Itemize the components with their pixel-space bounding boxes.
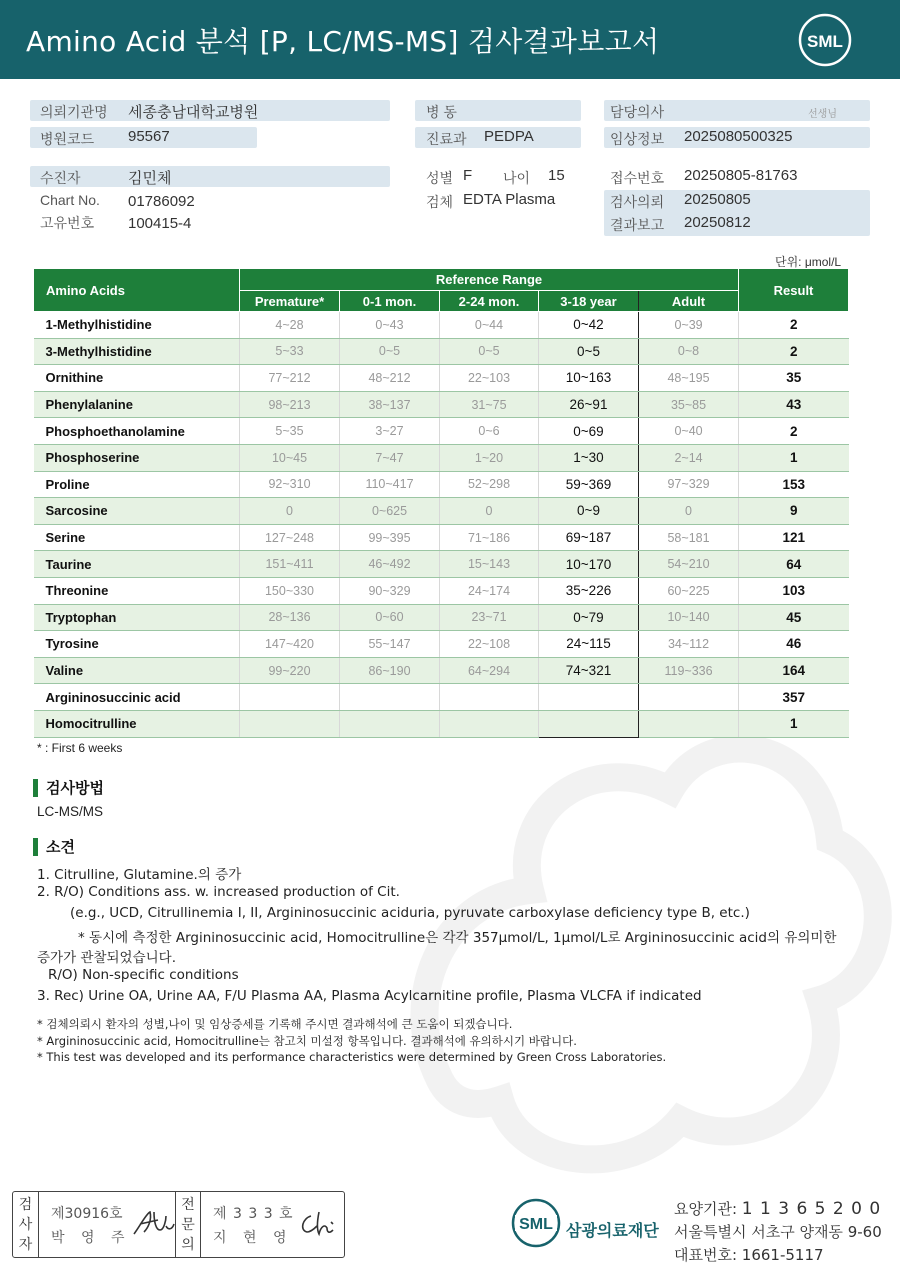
sml-footer-logo-icon bbox=[511, 1198, 561, 1248]
reference-range-cell: 92~310 bbox=[240, 471, 340, 498]
table-row bbox=[34, 657, 849, 684]
chart-value: 01786092 bbox=[128, 193, 195, 210]
examiner-signature-icon bbox=[130, 1206, 176, 1240]
reference-range-cell: 46~492 bbox=[340, 551, 440, 578]
findings-heading: 소견 bbox=[33, 838, 75, 856]
reference-range-cell: 0~8 bbox=[639, 338, 739, 365]
dept-label: 진료과 bbox=[426, 131, 467, 147]
info-bar bbox=[30, 166, 390, 187]
patient-label: 수진자 bbox=[40, 170, 81, 186]
care-code-value: 1 1 3 6 5 2 0 0 bbox=[741, 1199, 882, 1219]
amino-acid-name: Serine bbox=[34, 524, 240, 551]
doctor-suffix: 선생님 bbox=[808, 109, 837, 120]
result-cell: 121 bbox=[739, 524, 849, 551]
amino-acid-name: Phosphoethanolamine bbox=[34, 418, 240, 445]
table-row bbox=[34, 684, 849, 711]
age-label: 나이 bbox=[503, 170, 531, 186]
col-header-adult: Adult bbox=[639, 291, 739, 312]
finding-line: 3. Rec) Urine OA, Urine AA, F/U Plasma AA, Plasma Acylcarnitine profile, Plasma VLCFA if indicated bbox=[37, 988, 702, 1004]
reference-range-cell: 99~395 bbox=[340, 524, 440, 551]
table-row bbox=[34, 365, 849, 392]
amino-acid-name: Phenylalanine bbox=[34, 391, 240, 418]
amino-acid-name: Argininosuccinic acid bbox=[34, 684, 240, 711]
col-header-reference-range: Reference Range bbox=[240, 269, 739, 291]
result-cell: 45 bbox=[739, 604, 849, 631]
footer-care-code bbox=[674, 1198, 881, 1219]
reference-range-cell bbox=[539, 684, 639, 711]
vertical-label-text: 전 문 의 bbox=[181, 1197, 195, 1253]
reference-range-cell: 77~212 bbox=[240, 365, 340, 392]
reference-range-cell: 26~91 bbox=[539, 391, 639, 418]
amino-acid-name: Taurine bbox=[34, 551, 240, 578]
method-text: LC-MS/MS bbox=[37, 804, 104, 819]
result-cell: 153 bbox=[739, 471, 849, 498]
patient-value: 김민체 bbox=[128, 170, 172, 187]
result-cell: 164 bbox=[739, 657, 849, 684]
reference-range-cell: 0~60 bbox=[340, 604, 440, 631]
reference-range-cell: 7~47 bbox=[340, 444, 440, 471]
reference-range-cell: 0 bbox=[440, 498, 539, 525]
svg-text:SML: SML bbox=[519, 1216, 553, 1233]
reference-range-cell bbox=[240, 710, 340, 737]
reference-range-cell: 60~225 bbox=[639, 577, 739, 604]
reference-range-cell: 38~137 bbox=[340, 391, 440, 418]
reference-range-cell: 0~40 bbox=[639, 418, 739, 445]
reference-range-cell: 74~321 bbox=[539, 657, 639, 684]
reference-range-cell: 0~5 bbox=[440, 338, 539, 365]
reference-range-cell: 4~28 bbox=[240, 312, 340, 339]
reference-range-cell: 1~20 bbox=[440, 444, 539, 471]
clinical-label: 임상정보 bbox=[610, 131, 665, 147]
examiner-label bbox=[13, 1192, 39, 1257]
result-cell: 2 bbox=[739, 312, 849, 339]
table-row bbox=[34, 444, 849, 471]
reference-range-cell: 35~85 bbox=[639, 391, 739, 418]
hospital-code-value: 95567 bbox=[128, 128, 170, 145]
table-row bbox=[34, 631, 849, 658]
reference-range-cell: 151~411 bbox=[240, 551, 340, 578]
report-label: 결과보고 bbox=[610, 217, 665, 233]
receipt-value: 20250805-81763 bbox=[684, 167, 798, 184]
specialist-label bbox=[175, 1192, 201, 1257]
reference-range-cell: 15~143 bbox=[440, 551, 539, 578]
unique-value: 100415-4 bbox=[128, 215, 192, 232]
result-cell: 1 bbox=[739, 444, 849, 471]
reference-range-cell: 3~27 bbox=[340, 418, 440, 445]
result-cell: 9 bbox=[739, 498, 849, 525]
reference-range-cell: 10~163 bbox=[539, 365, 639, 392]
reference-range-cell: 0~79 bbox=[539, 604, 639, 631]
reference-range-cell: 0~6 bbox=[440, 418, 539, 445]
age-value: 15 bbox=[548, 167, 565, 184]
request-value: 20250805 bbox=[684, 191, 751, 208]
clinical-value: 2025080500325 bbox=[684, 128, 793, 145]
care-code-label: 요양기관: bbox=[674, 1200, 738, 1218]
reference-range-cell: 0 bbox=[639, 498, 739, 525]
dept-value: PEDPA bbox=[484, 128, 534, 145]
table-footnote: * : First 6 weeks bbox=[37, 741, 123, 755]
specialist-name: 지 현 영 bbox=[213, 1230, 293, 1246]
note-line: * Argininosuccinic acid, Homocitrulline는 참고치 미설정 항목입니다. 결과해석에 유의하시기 바랍니다. bbox=[37, 1034, 577, 1048]
reference-range-cell: 24~115 bbox=[539, 631, 639, 658]
amino-acid-name: Tryptophan bbox=[34, 604, 240, 631]
reference-range-cell: 97~329 bbox=[639, 471, 739, 498]
note-line: * This test was developed and its performance characteristics were determined by Green Cross Laboratories. bbox=[37, 1050, 667, 1064]
result-cell: 2 bbox=[739, 338, 849, 365]
col-header-amino-acids: Amino Acids bbox=[34, 269, 240, 312]
reference-range-cell bbox=[340, 710, 440, 737]
reference-range-cell: 48~195 bbox=[639, 365, 739, 392]
vertical-label-text: 검 사 자 bbox=[18, 1197, 33, 1253]
result-cell: 64 bbox=[739, 551, 849, 578]
reference-range-cell: 71~186 bbox=[440, 524, 539, 551]
reference-range-cell: 0~625 bbox=[340, 498, 440, 525]
phone-label: 대표번호: bbox=[674, 1246, 738, 1264]
chart-label: Chart No. bbox=[40, 192, 100, 208]
method-heading: 검사방법 bbox=[33, 779, 104, 797]
reference-range-cell: 10~170 bbox=[539, 551, 639, 578]
col-header-3-18-year: 3-18 year bbox=[539, 291, 639, 312]
reference-range-cell bbox=[340, 684, 440, 711]
signature-box bbox=[12, 1191, 345, 1258]
reference-range-cell: 69~187 bbox=[539, 524, 639, 551]
reference-range-cell: 119~336 bbox=[639, 657, 739, 684]
reference-range-cell bbox=[639, 684, 739, 711]
reference-range-cell: 10~140 bbox=[639, 604, 739, 631]
table-row bbox=[34, 710, 849, 737]
reference-range-cell: 0~43 bbox=[340, 312, 440, 339]
reference-range-cell: 0~5 bbox=[539, 338, 639, 365]
reference-range-cell bbox=[240, 684, 340, 711]
sml-logo-icon bbox=[798, 13, 852, 67]
col-header-result: Result bbox=[739, 269, 849, 312]
institution-value: 세종충남대학교병원 bbox=[128, 104, 259, 121]
reference-range-cell: 48~212 bbox=[340, 365, 440, 392]
reference-range-cell: 5~33 bbox=[240, 338, 340, 365]
reference-range-cell: 54~210 bbox=[639, 551, 739, 578]
reference-range-cell: 22~108 bbox=[440, 631, 539, 658]
reference-range-cell: 55~147 bbox=[340, 631, 440, 658]
reference-range-cell: 22~103 bbox=[440, 365, 539, 392]
reference-range-cell: 0~44 bbox=[440, 312, 539, 339]
table-row bbox=[34, 391, 849, 418]
amino-acid-name: Threonine bbox=[34, 577, 240, 604]
reference-range-cell: 5~35 bbox=[240, 418, 340, 445]
footer-org-name: 삼광의료재단 bbox=[566, 1221, 659, 1240]
finding-line: 증가가 관찰되었습니다. bbox=[37, 950, 176, 966]
reference-range-cell bbox=[440, 710, 539, 737]
reference-range-cell: 31~75 bbox=[440, 391, 539, 418]
reference-range-cell: 34~112 bbox=[639, 631, 739, 658]
reference-range-cell: 98~213 bbox=[240, 391, 340, 418]
table-row bbox=[34, 577, 849, 604]
sex-value: F bbox=[463, 167, 473, 184]
doctor-label: 담당의사 bbox=[610, 104, 665, 120]
examiner-name: 박 영 주 bbox=[51, 1230, 131, 1246]
footer-address: 서울특별시 서초구 양재동 9-60 bbox=[674, 1223, 882, 1241]
reference-range-cell: 99~220 bbox=[240, 657, 340, 684]
table-row bbox=[34, 471, 849, 498]
reference-range-cell: 0~39 bbox=[639, 312, 739, 339]
amino-acid-name: Ornithine bbox=[34, 365, 240, 392]
amino-acid-name: Proline bbox=[34, 471, 240, 498]
finding-line: 1. Citrulline, Glutamine.의 증가 bbox=[37, 867, 242, 883]
amino-acid-name: Tyrosine bbox=[34, 631, 240, 658]
table-row bbox=[34, 312, 849, 339]
report-value: 20250812 bbox=[684, 214, 751, 231]
finding-line: (e.g., UCD, Citrullinemia I, II, Argininosuccinic aciduria, pyruvate carboxylase deficiency type B, etc.) bbox=[70, 905, 750, 921]
unique-label: 고유번호 bbox=[40, 215, 95, 231]
specialist-license: 제 3 3 3 호 bbox=[213, 1206, 294, 1222]
footer-phone bbox=[674, 1244, 824, 1265]
institution-label: 의뢰기관명 bbox=[40, 104, 108, 120]
table-row bbox=[34, 524, 849, 551]
col-header-0-1-mon: 0-1 mon. bbox=[340, 291, 440, 312]
reference-range-cell: 127~248 bbox=[240, 524, 340, 551]
reference-range-cell: 10~45 bbox=[240, 444, 340, 471]
reference-range-cell: 110~417 bbox=[340, 471, 440, 498]
reference-range-cell: 52~298 bbox=[440, 471, 539, 498]
reference-range-cell: 59~369 bbox=[539, 471, 639, 498]
specimen-value: EDTA Plasma bbox=[463, 191, 556, 208]
hospital-code-label: 병원코드 bbox=[40, 131, 95, 147]
amino-acid-table bbox=[33, 268, 849, 738]
watermark-logo-icon bbox=[380, 700, 900, 1200]
reference-range-cell: 35~226 bbox=[539, 577, 639, 604]
finding-line: 2. R/O) Conditions ass. w. increased production of Cit. bbox=[37, 884, 400, 900]
col-header-2-24-mon: 2-24 mon. bbox=[440, 291, 539, 312]
examiner-license: 제30916호 bbox=[51, 1206, 123, 1222]
amino-acid-name: Valine bbox=[34, 657, 240, 684]
result-cell: 357 bbox=[739, 684, 849, 711]
report-title: Amino Acid 분석 [P, LC/MS-MS] 검사결과보고서 bbox=[26, 25, 660, 58]
reference-range-cell: 0~42 bbox=[539, 312, 639, 339]
reference-range-cell: 1~30 bbox=[539, 444, 639, 471]
phone-value: 1661-5117 bbox=[741, 1246, 824, 1264]
result-cell: 2 bbox=[739, 418, 849, 445]
result-cell: 46 bbox=[739, 631, 849, 658]
reference-range-cell: 0 bbox=[240, 498, 340, 525]
reference-range-cell bbox=[639, 710, 739, 737]
specimen-label: 검체 bbox=[426, 194, 454, 210]
note-line: * 검체의뢰시 환자의 성별,나이 및 임상증세를 기록해 주시면 결과해석에 큰 도움이 되겠습니다. bbox=[37, 1017, 513, 1031]
amino-acid-name: Homocitrulline bbox=[34, 710, 240, 737]
svg-text:SML: SML bbox=[807, 32, 843, 51]
result-cell: 43 bbox=[739, 391, 849, 418]
reference-range-cell: 23~71 bbox=[440, 604, 539, 631]
specialist-signature-icon bbox=[295, 1208, 341, 1240]
receipt-label: 접수번호 bbox=[610, 170, 665, 186]
table-row bbox=[34, 498, 849, 525]
amino-acid-name: Sarcosine bbox=[34, 498, 240, 525]
table-row bbox=[34, 551, 849, 578]
result-cell: 103 bbox=[739, 577, 849, 604]
ward-label: 병 동 bbox=[426, 104, 457, 120]
table-row bbox=[34, 604, 849, 631]
reference-range-cell: 86~190 bbox=[340, 657, 440, 684]
reference-range-cell: 150~330 bbox=[240, 577, 340, 604]
reference-range-cell: 0~9 bbox=[539, 498, 639, 525]
reference-range-cell: 58~181 bbox=[639, 524, 739, 551]
reference-range-cell: 147~420 bbox=[240, 631, 340, 658]
reference-range-cell bbox=[539, 710, 639, 737]
amino-acid-name: 3-Methylhistidine bbox=[34, 338, 240, 365]
reference-range-cell: 28~136 bbox=[240, 604, 340, 631]
result-cell: 35 bbox=[739, 365, 849, 392]
table-row bbox=[34, 418, 849, 445]
col-header-premature: Premature* bbox=[240, 291, 340, 312]
report-header bbox=[0, 0, 900, 79]
finding-line: R/O) Non-specific conditions bbox=[48, 967, 239, 983]
result-cell: 1 bbox=[739, 710, 849, 737]
table-row bbox=[34, 338, 849, 365]
amino-acid-name: Phosphoserine bbox=[34, 444, 240, 471]
reference-range-cell: 64~294 bbox=[440, 657, 539, 684]
amino-acid-name: 1-Methylhistidine bbox=[34, 312, 240, 339]
reference-range-cell: 0~69 bbox=[539, 418, 639, 445]
sex-label: 성별 bbox=[426, 170, 454, 186]
reference-range-cell: 90~329 bbox=[340, 577, 440, 604]
reference-range-cell: 2~14 bbox=[639, 444, 739, 471]
unit-label: 단위: μmol/L bbox=[775, 255, 842, 269]
request-label: 검사의뢰 bbox=[610, 194, 665, 210]
finding-line: * 동시에 측정한 Argininosuccinic acid, Homocitrulline은 각각 357μmol/L, 1μmol/L로 Argininosuccinic acid의 유의미한 bbox=[78, 930, 837, 946]
reference-range-cell bbox=[440, 684, 539, 711]
reference-range-cell: 0~5 bbox=[340, 338, 440, 365]
reference-range-cell: 24~174 bbox=[440, 577, 539, 604]
